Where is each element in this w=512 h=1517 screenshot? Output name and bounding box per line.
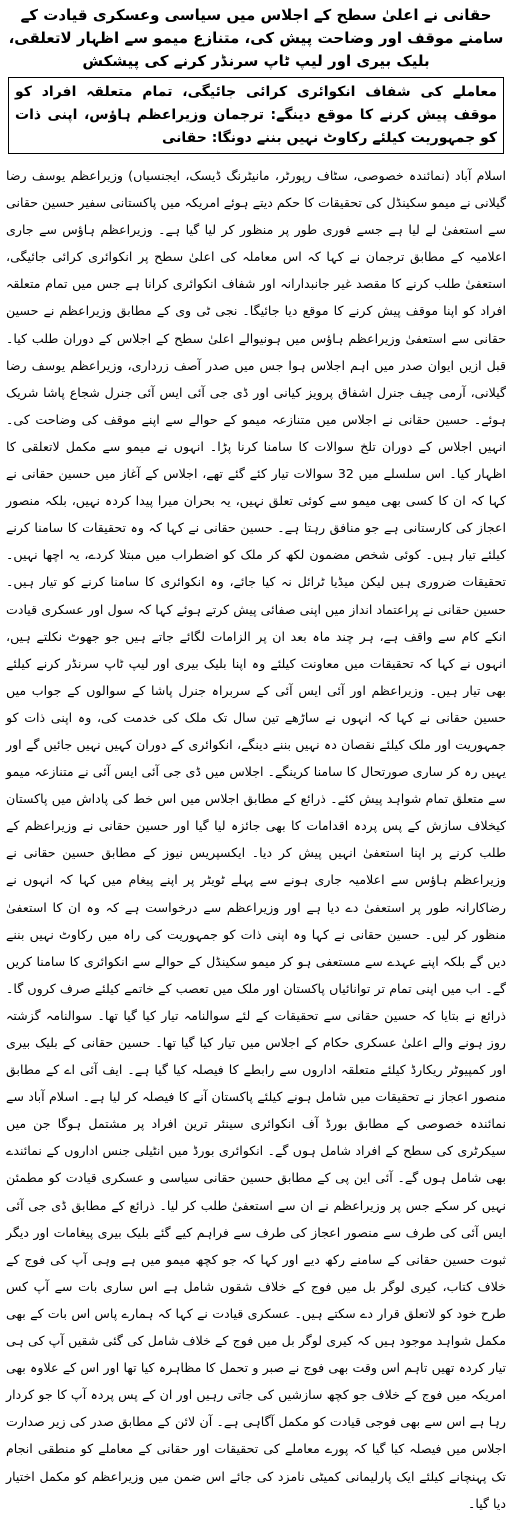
subheadline-box: معاملے کی شفاف انکوائری کرائی جائیگی، تمام متعلقہ افراد کو موقف پیش کرنے کا موقع دینگے: ترجمان وزیراعظم ہاؤس، اپنی ذات کو جمہوریت کیلئے رکاوٹ نہیں بننے دونگا: حقانی bbox=[8, 77, 504, 154]
article-body-text: اسلام آباد (نمائندہ خصوصی، سٹاف رپورٹر، مانیٹرنگ ڈیسک، ایجنسیاں) وزیراعظم یوسف رضا گیلانی نے میمو سکینڈل کی تحقیقات کا حکم دیتے ہوئے امریکہ میں پاکستانی سفیر حسین حقانی سے استعفیٰ لے لیا ہے جسے فوری طور پر منظور کر لیا گیا ہے۔ وزیراعظم ہاؤس سے جاری اعلامیہ کے مطابق ترجمان نے کہا کہ اس معاملہ کی اعلیٰ سطح پر انکوائری کرائی جائیگی، استعفیٰ طلب کرنے کا مقصد غیر جانبدارانہ اور شفاف انکوائری کرانا ہے جس میں تمام متعلقہ افراد کو اپنا موقف پیش کرنے کا موقع دیا جائیگا۔ نجی ٹی وی کے مطابق وزیراعظم نے حسین حقانی سے استعفیٰ وزیراعظم ہاؤس میں ہونیوالے اعلیٰ سطح کے اجلاس کے دوران طلب کیا۔ قبل ازیں ایوان صدر میں اہم اجلاس ہوا جس میں صدر آصف زرداری، وزیراعظم یوسف رضا گیلانی، آرمی چیف جنرل اشفاق پرویز کیانی اور ڈی جی آئی ایس آئی جنرل شجاع پاشا شریک ہوئے۔ حسین حقانی نے اجلاس میں متنازعہ میمو کے حوالے سے اپنے موقف کی وضاحت کی۔ انہیں اجلاس کے دوران تلخ سوالات کا سامنا کرنا پڑا۔ انہوں نے میمو سے مکمل لاتعلقی کا اظہار کیا۔ اس سلسلے میں 32 سوالات تیار کئے گئے تھے، اجلاس کے آغاز میں حسین حقانی نے کہا کہ ان کا کسی بھی میمو سے کوئی تعلق نہیں، یہ بحران میرا پیدا کردہ نہیں، بلکہ منصور اعجاز کی کارستانی ہے جو منافق رہتا ہے۔ حسین حقانی نے کہا کہ وہ تحقیقات کا سامنا کرنے کیلئے تیار ہیں۔ کوئی شخص مضمون لکھ کر ملک کو اضطراب میں مبتلا کردے، یہ اچھا نہیں۔ تحقیقات ضروری ہیں لیکن میڈیا ٹرائل نہ کیا جائے، وہ انکوائری کا سامنا کرنے کو تیار ہیں۔ حسین حقانی نے پراعتماد انداز میں اپنی صفائی پیش کرتے ہوئے کہا کہ سول اور عسکری قیادت انکے کام سے واقف ہے، ہر چند ماہ بعد ان پر الزامات لگائے جاتے ہیں جو جھوٹ نکلتے ہیں، انہوں نے کہا کہ تحقیقات میں معاونت کیلئے وہ اپنا بلیک بیری اور لیپ ٹاپ سرنڈر کرنے کیلئے بھی تیار ہیں۔ وزیراعظم اور آئی ایس آئی کے سربراہ جنرل پاشا کے سوالوں کے جواب میں حسین حقانی نے کہا کہ انہوں نے ساڑھے تین سال تک ملک کی خدمت کی، وہ اپنی ذات کو جمہوریت اور ملک کیلئے نقصان دہ نہیں بننے دینگے، انکوائری کے دوران کہیں نہیں جائیں گے اور یہیں رہ کر ساری صورتحال کا سامنا کرینگے۔ اجلاس میں ڈی جی آئی ایس آئی نے متنازعہ میمو سے متعلق تمام شواہد پیش کئے۔ ذرائع کے مطابق اجلاس میں اس خط کی پاداش میں پاکستان کیخلاف سازش کے پس پردہ اقدامات کا بھی جائزہ لیا گیا اور حسین حقانی نے وزیراعظم کے طلب کرنے پر اپنا استعفیٰ انہیں پیش کر دیا۔ ایکسپریس نیوز کے مطابق حسین حقانی نے وزیراعظم ہاؤس سے اعلامیہ جاری ہونے سے پہلے ٹویٹر پر اپنے پیغام میں کہا کہ انہوں نے رضاکارانہ طور پر استعفیٰ دے دیا ہے اور وزیراعظم سے درخواست ہے کہ وہ ان کا استعفیٰ منظور کر لیں۔ حسین حقانی نے کہا وہ اپنی ذات کو جمہوریت کی راہ میں رکاوٹ نہیں بننے دیں گے بلکہ اپنے عہدے سے مستعفی ہو کر میمو سکینڈل کے حوالے سے انکوائری کا سامنا کریں گے۔ اب میں اپنی تمام تر توانائیاں پاکستان اور ملک میں تعصب کے خاتمے کیلئے صرف کروں گا۔ ذرائع نے بتایا کہ حسین حقانی سے تحقیقات کے لئے سوالنامہ تیار کیا گیا تھا۔ سوالنامہ گزشتہ روز ہونے والے اعلیٰ عسکری حکام کے اجلاس میں تیار کیا گیا تھا۔ حسین حقانی کے بلیک بیری اور کمپیوٹر ریکارڈ کیلئے متعلقہ اداروں سے رابطے کا فیصلہ کیا گیا ہے۔ ایف آئی اے کے مطابق منصور اعجاز نے تحقیقات میں شامل ہونے کیلئے پاکستان آنے کا فیصلہ کر لیا ہے۔ اسلام آباد سے نمائندہ خصوصی کے مطابق بورڈ آف انکوائری سینئر ترین افراد پر مشتمل ہوگا جن میں سیکرٹری کی سطح کے افراد شامل ہوں گے۔ انکوائری بورڈ میں انٹیلی جنس اداروں کے نمائندے بھی شامل ہوں گے۔ آئی این پی کے مطابق حسین حقانی سیاسی و عسکری قیادت کو مطمئن نہیں کر سکے جس پر وزیراعظم نے ان سے استعفیٰ طلب کر لیا۔ ذرائع کے مطابق ڈی جی آئی ایس آئی کی طرف سے منصور اعجاز کی طرف سے فراہم کیے گئے بلیک بیری پیغامات اور دیگر ثبوت حسین حقانی کے سامنے رکھ دیے اور کہا کہ جو کچھ میمو میں ہے وہی آپ کی فوج کے خلاف کتاب، کیری لوگر بل میں فوج کے خلاف شقوں شامل ہے اس ساری بات سے آپ کس طرح خود کو لاتعلق قرار دے سکتے ہیں۔ عسکری قیادت نے کہا کہ ہمارے پاس اس بات کے بھی مکمل شواہد موجود ہیں کہ کیری لوگر بل میں فوج کے خلاف شامل کی گئی شقیں آپ کی ہی تیار کردہ تھیں تاہم اس وقت بھی فوج نے صبر و تحمل کا مظاہرہ کیا تھا اور اس کے علاوہ بھی امریکہ میں فوج کے خلاف جو کچھ سازشیں کی جاتی رہیں اور ان کے پس پردہ آپ کا جو کردار رہا ہے اس سے بھی فوجی قیادت کو مکمل آگاہی ہے۔ آن لائن کے مطابق صدر کی زیر صدارت اجلاس میں فیصلہ کیا گیا کہ پورے معاملے کی تحقیقات اور حقانی کے معاملے کو منطقی انجام تک پہنچانے کیلئے ایک پارلیمانی کمیٹی نامزد کی جائے اس ضمن میں وزیراعظم کو مکمل اختیار دیا گیا۔ bbox=[6, 168, 506, 1511]
headline: حقانی نے اعلیٰ سطح کے اجلاس میں سیاسی وعسکری قیادت کے سامنے موقف اور وضاحت پیش کی، متنازع میمو سے اظہار لاتعلقی، بلیک بیری اور لیپ ٹاپ سرنڈر کرنے کی پیشکش bbox=[8, 6, 504, 70]
article-body bbox=[6, 162, 506, 1517]
